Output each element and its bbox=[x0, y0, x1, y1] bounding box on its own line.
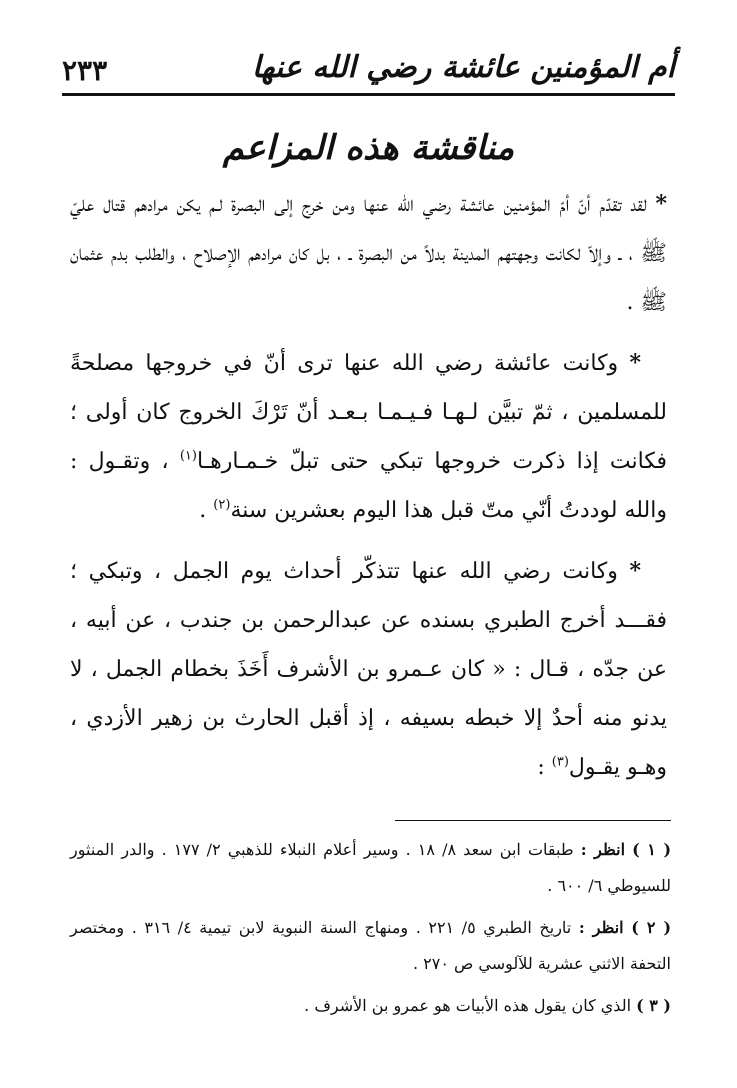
paragraph-3 bbox=[70, 547, 667, 792]
footnote-ref-1[interactable]: (١) bbox=[179, 448, 197, 464]
footnote-text: طبقات ابن سعد ٨/ ١٨ . وسير أعلام النبلاء للذهبي ٢/ ١٧٧ . والدر المنثور للسيوطي ٦/ ٦٠٠ . bbox=[70, 840, 671, 895]
footnote-1 bbox=[70, 832, 671, 904]
footnote-text: تاريخ الطبري ٥/ ٢٢١ . ومنهاج السنة النبوية لابن تيمية ٤/ ٣١٦ . ومختصر التحفة الاثني عشرية للآلوسي ص ٢٧٠ . bbox=[70, 918, 671, 973]
paragraph-text: وكانت رضي الله عنها تتذكّر أحداث يوم الجمل ، وتبكي ؛ فقـــد أخرج الطبري بسنده عن عبدالرحمن بن جندب ، عن أبيه ، عن جدّه ، قـال : « كان عـمرو بن الأشرف أَخَذَ بخطام الجمل ، لا يدنو منه أحدٌ إلا خبطه بسيفه ، إذ أقبل الحارث بن زهير الأزدي ، وهـو يقـول bbox=[70, 559, 667, 780]
paragraph-text: لقد تقدّم أنّ أمّ المؤمنين عائشة رضي الله عنها ومن خرج إلى البصرة لـم يكن مرادهم قتال عليّ ﷺ ، ـ وإلاّ لكانت وجهتهم المدينة بدلاً من البصرة ـ ، بل كان مرادهم الإصلاح ، والطلب بدم عثمان ﷺ . bbox=[70, 192, 667, 315]
paragraph-1 bbox=[70, 180, 667, 327]
page-header bbox=[62, 46, 675, 96]
paragraph-marker: * bbox=[655, 191, 667, 217]
paragraph-text: وكانت عائشة رضي الله عنها ترى أنّ في خروجها مصلحةً للمسلمين ، ثمّ تبيَّن لـهـا فـيـمـا بـعـد أنّ تَرْكَ الخروج كان أولى ؛ فكانت إذا ذكرت خروجها تبكي حتى تبلّ خـمـارهـا bbox=[70, 351, 667, 474]
paragraph-2 bbox=[70, 339, 667, 535]
paragraph-text: ، وتقـول : والله لوددتُ أنّي متّ قبل هذا اليوم بعشرين سنة bbox=[70, 449, 667, 523]
paragraph-text: : bbox=[537, 755, 552, 780]
body-text bbox=[70, 180, 667, 804]
footnote-3 bbox=[70, 988, 671, 1024]
paragraph-marker: * bbox=[629, 350, 641, 376]
footnotes bbox=[70, 832, 671, 1030]
footnote-2 bbox=[70, 910, 671, 982]
footnote-label: انظر : bbox=[578, 918, 624, 937]
running-title: أم المؤمنين عائشة رضي الله عنها bbox=[251, 50, 675, 85]
footnote-divider bbox=[395, 820, 671, 821]
footnote-label: انظر : bbox=[580, 840, 626, 859]
footnote-number: ( ١ ) bbox=[632, 840, 672, 859]
page-number: ٢٣٣ bbox=[62, 54, 108, 87]
footnote-ref-3[interactable]: (٣) bbox=[551, 754, 569, 770]
paragraph-marker: * bbox=[629, 558, 641, 584]
header-rule bbox=[62, 93, 675, 96]
section-heading: مناقشة هذه المزاعم bbox=[222, 128, 515, 168]
footnote-number: ( ٣ ) bbox=[636, 996, 671, 1015]
paragraph-text: . bbox=[199, 498, 214, 523]
footnote-text: الذي كان يقول هذه الأبيات هو عمرو بن الأشرف . bbox=[304, 996, 632, 1015]
footnote-number: ( ٢ ) bbox=[631, 918, 672, 937]
footnote-ref-2[interactable]: (٢) bbox=[213, 497, 231, 513]
